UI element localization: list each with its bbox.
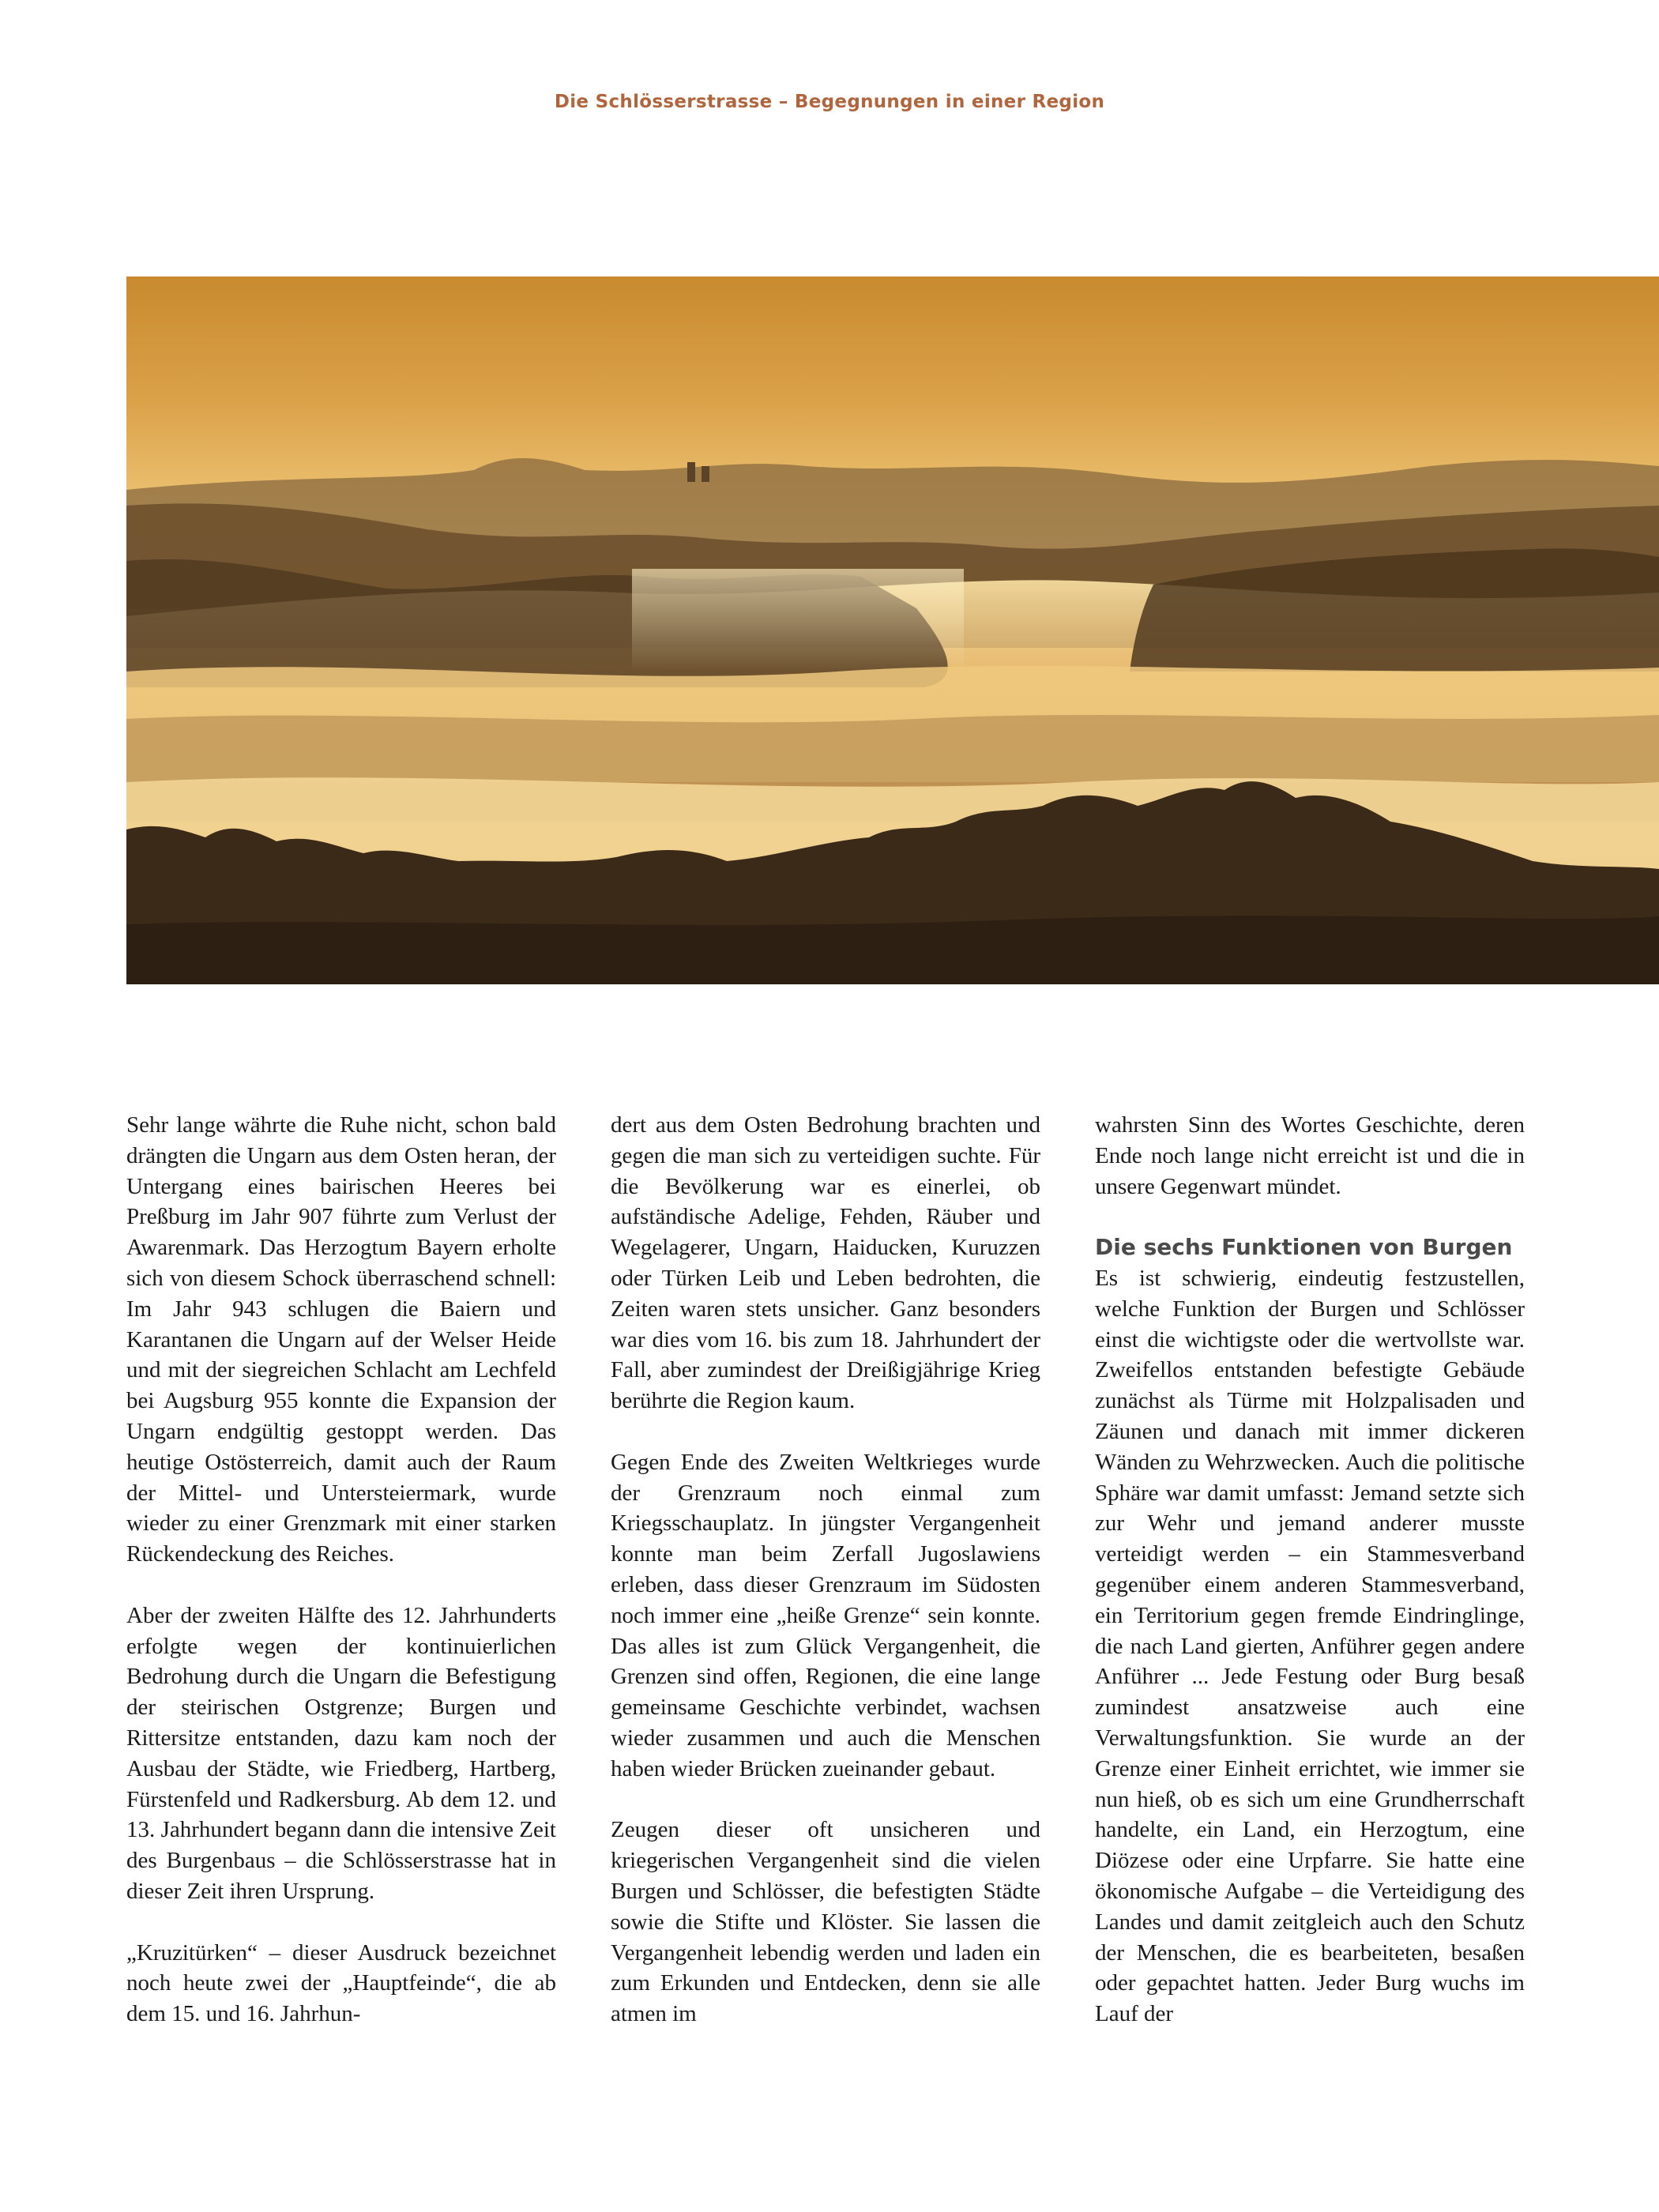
paragraph: Zeugen dieser oft unsicheren und kriegerischen Vergangenheit sind die vielen Burgen und Schlösser, die befestigten Städte sowie die Stifte und Klöster. Sie lassen die Vergangenheit lebendig werden und laden ein zum Erkunden und Entdecken, denn sie alle atmen im	[611, 1817, 1040, 2027]
paragraph: Aber der zweiten Hälfte des 12. Jahrhunderts erfolgte wegen der kontinuierlichen Bedrohung durch die Ungarn die Befestigung der steirischen Ostgrenze; Burgen und Rittersitze entstanden, dazu kam noch der Ausbau der Städte, wie Friedberg, Hartberg, Fürstenfeld und Radkersburg. Ab dem 12. und 13. Jahrhundert begann dann die intensive Zeit des Burgenbaus – die Schlösserstrasse hat in dieser Zeit ihren Ursprung.	[126, 1602, 556, 1904]
text-column-1	[126, 1110, 556, 2030]
section-heading: Die sechs Funktionen von Burgen	[1095, 1234, 1513, 1261]
paragraph: Sehr lange währte die Ruhe nicht, schon bald drängten die Ungarn aus dem Osten heran, der Untergang eines bairischen Heeres bei Preßburg im Jahr 907 führte zum Verlust der Awarenmark. Das Herzogtum Bayern erholte sich von diesem Schock überraschend schnell: Im Jahr 943 schlugen die Baiern und Karantanen die Ungarn auf der Welser Heide und mit der siegreichen Schlacht am Lechfeld bei Augsburg 955 konnte die Expansion der Ungarn endgültig gestoppt werden. Das heutige Ostösterreich, damit auch der Raum der Mittel- und Untersteiermark, wurde wieder zu einer Grenzmark mit einer starken Rückendeckung des Reiches.	[126, 1112, 556, 1567]
landscape-photo	[126, 276, 1659, 984]
paragraph: „Kruzitürken“ – dieser Ausdruck bezeichnet noch heute zwei der „Hauptfeinde“, die ab dem 15. und 16. Jahrhun-	[126, 1939, 556, 2027]
paragraph: Gegen Ende des Zweiten Weltkrieges wurde der Grenzraum noch einmal zum Kriegsschauplatz. In jüngster Vergangenheit konnte man beim Zerfall Jugoslawiens erleben, dass dieser Grenzraum im Südosten noch immer eine „heiße Grenze“ sein konnte. Das alles ist zum Glück Vergangenheit, die Grenzen sind offen, Regionen, die eine lange gemeinsame Geschichte verbindet, wachsen wieder zusammen und auch die Menschen haben wieder Brücken zueinander gebaut.	[611, 1449, 1040, 1781]
text-column-3	[1095, 1110, 1525, 2030]
paragraph: wahrsten Sinn des Wortes Geschichte, deren Ende noch lange nicht erreicht ist und die in unsere Gegenwart mündet.	[1095, 1112, 1525, 1199]
paragraph: dert aus dem Osten Bedrohung brachten und gegen die man sich zu verteidigen suchte. Für die Bevölkerung war es einerlei, ob aufständische Adelige, Fehden, Räuber und Wegelagerer, Ungarn, Haiducken, Kuruzzen oder Türken Leib und Leben bedrohten, die Zeiten waren stets unsicher. Ganz besonders war dies vom 16. bis zum 18. Jahrhundert der Fall, aber zumindest der Dreißigjährige Krieg berührte die Region kaum.	[611, 1112, 1040, 1414]
paragraph: Es ist schwierig, eindeutig festzustellen, welche Funktion der Burgen und Schlösser einst die wichtigste oder die wertvollste war. Zweifellos entstanden befestigte Gebäude zunächst als Türme mit Holzpalisaden und Zäunen und danach mit immer dickeren Wänden zu Wehrzwecken. Auch die politische Sphäre war damit umfasst: Jemand setzte sich zur Wehr und jemand anderer musste verteidigt werden – ein Stammesverband gegenüber einem anderen Stammesverband, ein Territorium gegen fremde Eindringlinge, die nach Land gierten, Anführer gegen andere Anführer ... Jede Festung oder Burg besaß zumindest ansatzweise auch eine Verwaltungsfunktion. Sie wurde an der Grenze einer Einheit errichtet, wie immer sie nun hieß, ob es sich um eine Grundherrschaft handelte, ein Land, ein Herzogtum, eine Diözese oder eine Urpfarre. Sie hatte eine ökonomische Aufgabe – die Verteidigung des Landes und damit zeitgleich auch den Schutz der Menschen, die es bearbeiteten, besaßen oder gepachtet hatten. Jeder Burg wuchs im Lauf der	[1095, 1265, 1525, 2027]
text-column-2	[611, 1110, 1040, 2030]
running-title: Die Schlösserstrasse – Begegnungen in einer Region	[554, 92, 1105, 112]
